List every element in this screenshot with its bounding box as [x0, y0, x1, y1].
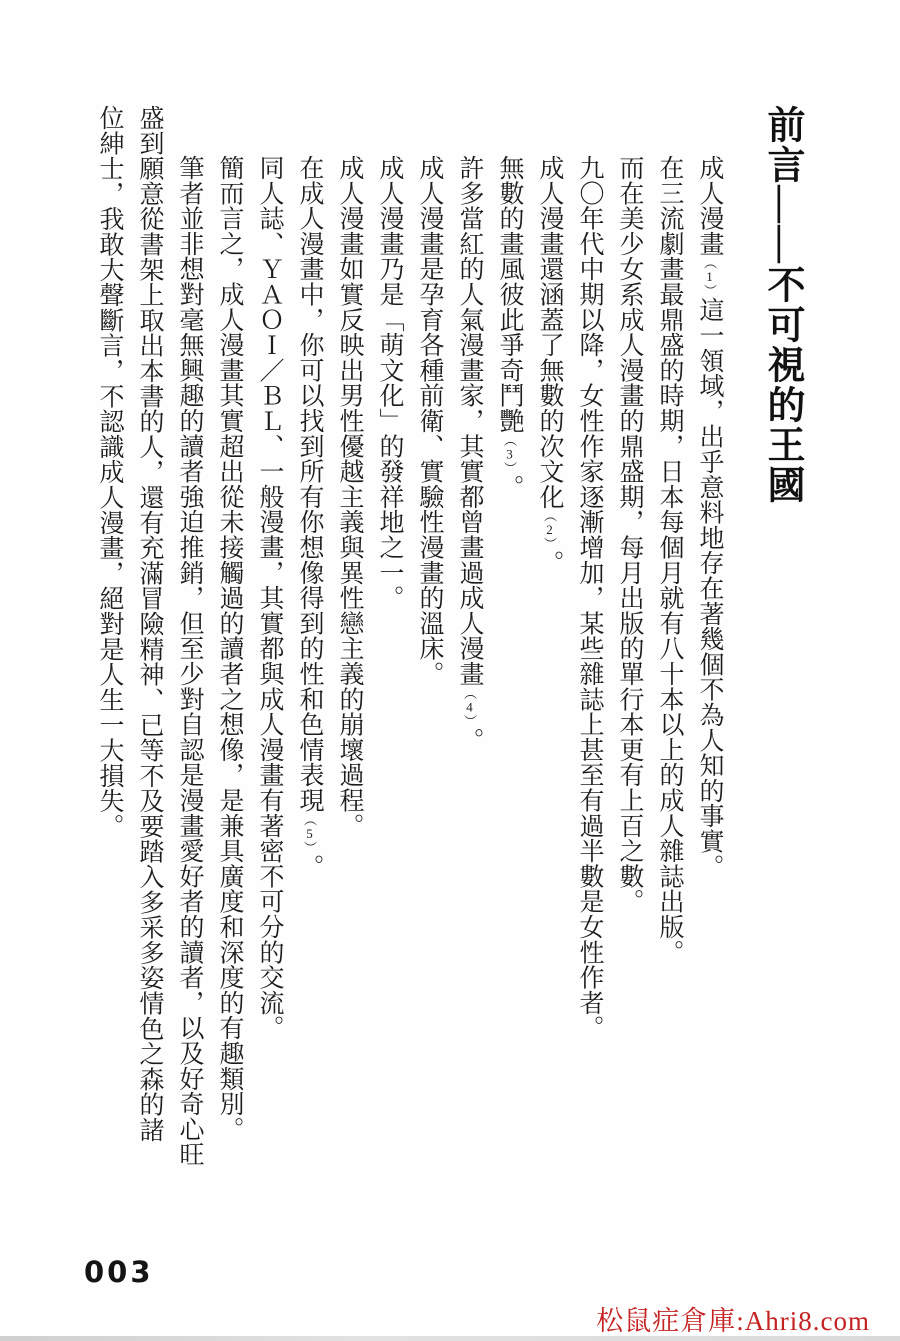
page-scan-edge [0, 1336, 900, 1341]
vertical-text-block [89, 105, 805, 1167]
paragraph: 九〇年代中期以降，女性作家逐漸增加，某些雜誌上甚至有過半數是女性作者。 [576, 155, 603, 1041]
paragraph: 在三流劇畫最鼎盛的時期，日本每個月就有八十本以上的成人雜誌出版。 [656, 155, 683, 965]
paragraph: 成人漫畫︵1︶這一領域，出乎意料地存在著幾個不為人知的事實。 [696, 155, 723, 880]
footnote-marker: ︵2︶ [542, 509, 557, 551]
watermark-text: 松鼠症倉庫:Ahri8.com [596, 1306, 870, 1336]
page-number: 003 [84, 1255, 154, 1289]
paragraph: 許多當紅的人氣漫畫家，其實都曾畫過成人漫畫︵4︶。 [456, 155, 483, 753]
paragraph: 而在美少女系成人漫畫的鼎盛期，每月出版的單行本更有上百之數。 [616, 155, 643, 914]
paragraph: 簡而言之，成人漫畫其實超出從未接觸過的讀者之想像，是兼具廣度和深度的有趣類別。 [216, 155, 243, 1142]
paragraph-list [89, 105, 729, 1167]
footnote-marker: ︵4︶ [462, 686, 477, 728]
footnote-marker: ︵5︶ [302, 812, 317, 854]
paragraph: 成人漫畫還涵蓋了無數的次文化︵2︶。 [536, 155, 563, 576]
chapter-title: 前言——不可視的王國 [761, 105, 803, 505]
paragraph: 同人誌、ＹＡＯＩ／ＢＬ、一般漫畫，其實都與成人漫畫有著密不可分的交流。 [256, 155, 283, 1041]
footnote-marker: ︵1︶ [702, 256, 717, 298]
footnote-marker: ︵3︶ [502, 433, 517, 475]
paragraph: 無數的畫風彼此爭奇鬥艷︵3︶。 [496, 155, 523, 500]
paragraph: 在成人漫畫中，你可以找到所有你想像得到的性和色情表現︵5︶。 [296, 155, 323, 880]
paragraph: 成人漫畫是孕育各種前衛、實驗性漫畫的溫床。 [416, 155, 443, 687]
paragraph: 成人漫畫如實反映出男性優越主義與異性戀主義的崩壞過程。 [336, 155, 363, 839]
paragraph: 筆者並非想對毫無興趣的讀者強迫推銷，但至少對自認是漫畫愛好者的讀者，以及好奇心旺盛到願意從書架上取出本書的人，還有充滿冒險精神、已等不及要踏入多采多姿情色之森的諸位紳士，我敢大聲斷言，不認識成人漫畫，絕對是人生一大損失。 [96, 105, 203, 1167]
paragraph: 成人漫畫乃是「萌文化」的發祥地之一。 [376, 155, 403, 611]
